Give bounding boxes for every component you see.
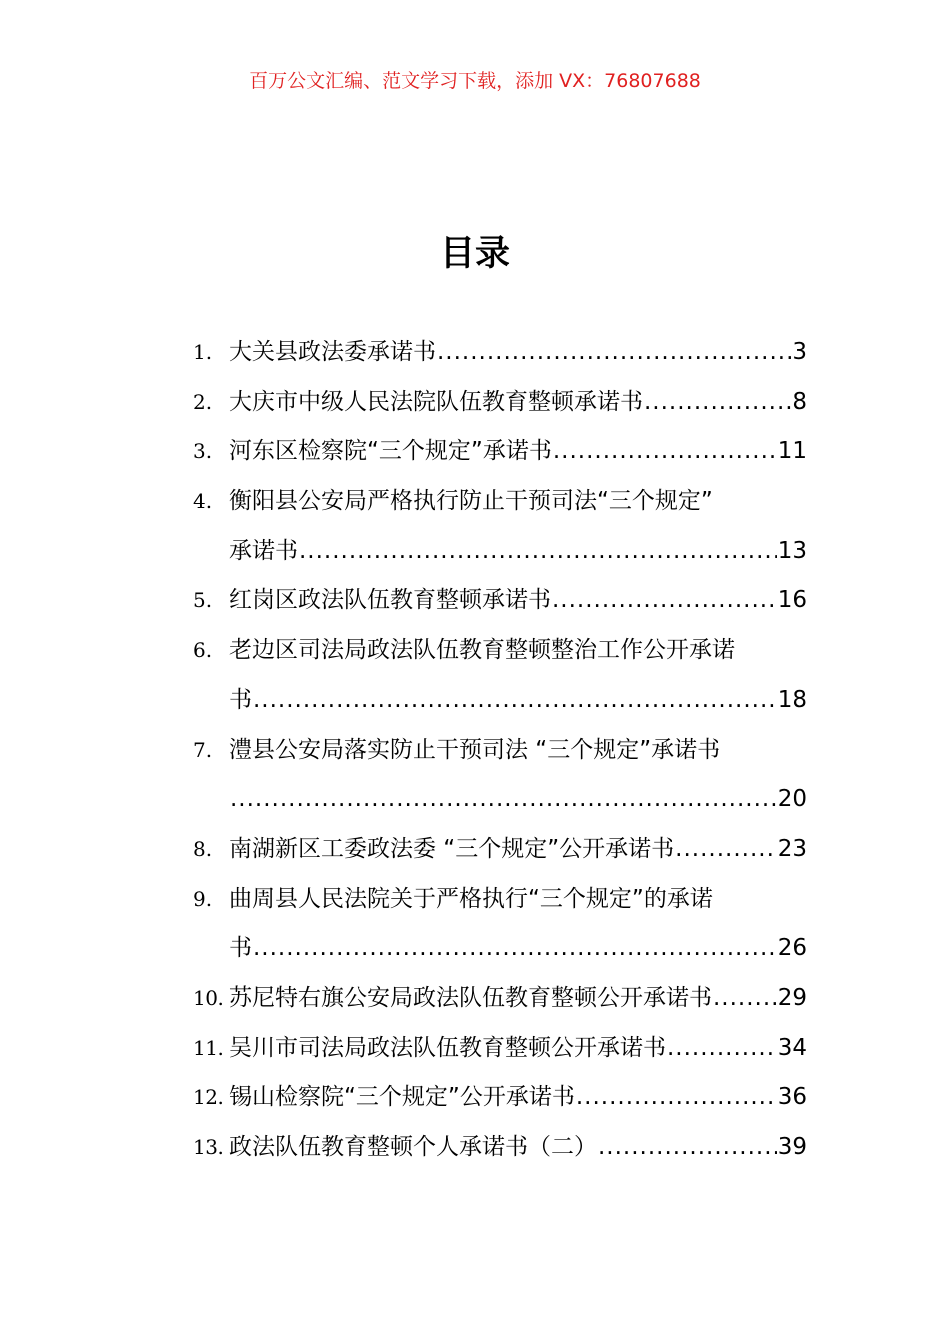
toc-leader	[552, 576, 777, 626]
toc-page-number: 20	[777, 786, 807, 813]
toc-number: 1.	[193, 340, 213, 364]
toc-entry-6[interactable]	[193, 626, 807, 725]
toc-entry-line	[193, 726, 807, 776]
header-note: 百万公文汇编、范文学习下载，添加 VX：76807688	[249, 70, 701, 92]
toc-page-number: 16	[777, 587, 807, 614]
toc-leader	[437, 328, 791, 378]
toc-number: 12.	[193, 1085, 224, 1110]
toc-number: 8.	[193, 836, 213, 861]
table-of-contents	[193, 328, 807, 1173]
toc-entry-line	[193, 924, 807, 974]
toc-title: 苏尼特右旗公安局政法队伍教育整顿公开承诺书	[229, 984, 712, 1011]
toc-leader	[553, 427, 777, 477]
toc-entry-4[interactable]	[193, 477, 807, 576]
toc-title: 大关县政法委承诺书	[229, 339, 436, 365]
toc-page-number: 39	[777, 1134, 807, 1160]
toc-number: 7.	[193, 737, 213, 762]
toc-entry-line	[193, 527, 807, 577]
toc-title: 澧县公安局落实防止干预司法 “三个规定”承诺书	[229, 736, 721, 763]
toc-leader	[253, 676, 777, 726]
toc-leader	[598, 1123, 777, 1173]
toc-page-number: 36	[777, 1084, 807, 1111]
toc-leader	[230, 775, 777, 825]
toc-title: 河东区检察院“三个规定”承诺书	[229, 438, 552, 465]
toc-title: 老边区司法局政法队伍教育整顿整治工作公开承诺	[229, 637, 735, 664]
toc-title: 大庆市中级人民法院队伍教育整顿承诺书	[229, 388, 643, 415]
toc-page-number: 11	[777, 438, 807, 465]
toc-entry-11[interactable]	[193, 1024, 807, 1074]
toc-leader	[675, 825, 777, 875]
toc-page-number: 34	[777, 1034, 807, 1061]
toc-leader	[299, 527, 777, 577]
toc-leader	[253, 924, 777, 974]
toc-entry-1[interactable]	[193, 328, 807, 378]
toc-page-number: 18	[777, 686, 807, 713]
toc-entry-8[interactable]	[193, 825, 807, 875]
toc-page-number: 29	[777, 984, 807, 1011]
toc-entry-2[interactable]	[193, 378, 807, 428]
toc-number: 2.	[193, 389, 213, 414]
toc-page-number: 26	[777, 935, 807, 962]
toc-leader	[644, 378, 791, 428]
toc-title: 政法队伍教育整顿个人承诺书（二）	[229, 1134, 597, 1160]
toc-title: 衡阳县公安局严格执行防止干预司法“三个规定”	[229, 488, 713, 515]
toc-title: 锡山检察院“三个规定”公开承诺书	[229, 1084, 575, 1111]
toc-leader	[713, 974, 777, 1024]
toc-entry-line	[193, 676, 807, 726]
toc-page-number: 13	[777, 537, 807, 564]
toc-entry-3[interactable]	[193, 427, 807, 477]
toc-entry-line	[193, 775, 807, 825]
page-title: 目录	[439, 234, 510, 274]
toc-entry-10[interactable]	[193, 974, 807, 1024]
toc-number: 11.	[193, 1035, 224, 1060]
toc-number: 4.	[193, 489, 213, 514]
toc-number: 6.	[193, 638, 213, 663]
toc-entry-12[interactable]	[193, 1073, 807, 1123]
toc-entry-9[interactable]	[193, 875, 807, 974]
toc-title-continued: 承诺书	[229, 537, 298, 564]
toc-entry-5[interactable]	[193, 576, 807, 626]
toc-entry-line	[193, 875, 807, 925]
toc-title: 曲周县人民法院关于严格执行“三个规定”的承诺	[229, 885, 713, 912]
toc-entry-line	[193, 626, 807, 676]
toc-page-number: 23	[777, 835, 807, 862]
toc-entry-line	[193, 477, 807, 527]
toc-title: 南湖新区工委政法委 “三个规定”公开承诺书	[229, 835, 675, 862]
toc-number: 10.	[193, 985, 224, 1010]
toc-title: 红岗区政法队伍教育整顿承诺书	[229, 587, 551, 614]
toc-number: 3.	[193, 439, 213, 464]
toc-page-number: 8	[792, 388, 807, 415]
toc-title-continued: 书	[229, 686, 252, 713]
toc-title: 吴川市司法局政法队伍教育整顿公开承诺书	[229, 1034, 666, 1061]
toc-title-continued: 书	[229, 935, 252, 962]
toc-entry-7[interactable]	[193, 726, 807, 825]
toc-number: 13.	[193, 1135, 224, 1159]
toc-number: 9.	[193, 886, 213, 911]
toc-leader	[576, 1073, 777, 1123]
toc-leader	[667, 1024, 777, 1074]
toc-number: 5.	[193, 588, 213, 613]
toc-page-number: 3	[792, 339, 807, 365]
toc-entry-13[interactable]	[193, 1123, 807, 1173]
